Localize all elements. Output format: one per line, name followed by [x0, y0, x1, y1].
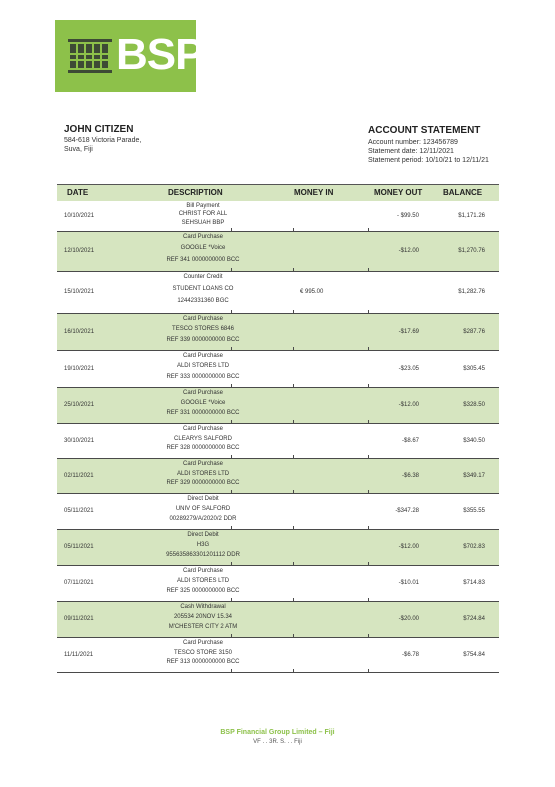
row-money-in: € 995.00: [300, 289, 324, 295]
column-tick: [231, 669, 232, 673]
table-row: [57, 459, 499, 494]
table-row: [57, 201, 499, 232]
row-date: 30/10/2021: [64, 437, 95, 444]
row-description-line: Card Purchase: [182, 568, 224, 574]
row-balance: $305.45: [463, 365, 485, 372]
table-row: [57, 388, 499, 424]
row-description-line: Card Purchase: [182, 234, 224, 240]
row-description-line: REF 325 0000000000 BCC: [166, 588, 240, 594]
table-row: [57, 314, 499, 351]
row-money-out: -$23.05: [398, 365, 419, 372]
table-row: [57, 566, 499, 602]
row-balance: $1,282.76: [458, 289, 485, 295]
row-money-out: -$20.00: [398, 616, 419, 622]
row-balance: $702.83: [463, 544, 485, 550]
row-date: 12/10/2021: [64, 248, 95, 254]
table-row: [57, 530, 499, 566]
customer-address-line1: 584-618 Victoria Parade,: [64, 137, 142, 144]
row-money-out: -$12.00: [398, 402, 419, 408]
bsp-logo: [55, 20, 204, 92]
row-money-out: -$6.38: [401, 472, 419, 479]
row-description-line: Card Purchase: [182, 316, 224, 322]
row-money-out: -$17.69: [398, 328, 419, 335]
row-balance: $714.83: [463, 580, 485, 586]
account-number: Account number: 123456789: [368, 139, 458, 146]
row-description-line: ALDI STORES LTD: [176, 363, 230, 370]
row-description-line: Bill Payment: [186, 203, 220, 209]
row-description-line: Card Purchase: [182, 461, 224, 467]
row-description-line: Cash Withdrawal: [180, 604, 226, 610]
row-description-line: Counter Credit: [183, 274, 223, 280]
row-description-line: Card Purchase: [182, 426, 224, 432]
row-description-line: REF 333 0000000000 BCC: [166, 373, 240, 380]
header-description: DESCRIPTION: [168, 188, 223, 197]
row-date: 16/10/2021: [64, 328, 95, 335]
customer-address-line2: Suva, Fiji: [64, 146, 93, 153]
row-description-line: Direct Debit: [187, 496, 219, 502]
customer-name: JOHN CITIZEN: [64, 124, 134, 135]
row-description-line: REF 331 0000000000 BCC: [166, 410, 240, 416]
bsp-emblem-icon: [66, 37, 114, 75]
row-description-line: TESCO STORE 3150: [174, 649, 232, 656]
statement-title: ACCOUNT STATEMENT: [368, 125, 481, 136]
row-date: 19/10/2021: [64, 365, 95, 372]
row-description-line: Card Purchase: [182, 390, 224, 396]
row-description-line: GOOGLE *Voice: [180, 400, 226, 406]
row-description-line: CLEARYS SALFORD: [174, 435, 232, 442]
row-description-line: REF 339 0000000000 BCC: [166, 336, 240, 343]
row-description-line: M'CHESTER CITY 2 ATM: [168, 624, 238, 630]
row-description-line: REF 328 0000000000 BCC: [166, 445, 240, 452]
row-money-out: -$8.67: [401, 437, 419, 444]
header-date: DATE: [67, 188, 89, 197]
row-description-line: REF 341 0000000000 BCC: [166, 256, 240, 263]
row-date: 02/11/2021: [64, 472, 94, 479]
row-date: 05/11/2021: [64, 544, 94, 550]
column-tick: [293, 669, 294, 673]
row-balance: $724.84: [463, 616, 485, 622]
row-description-line: Direct Debit: [187, 532, 219, 538]
row-description-line: Card Purchase: [182, 353, 224, 359]
row-description-line: GOOGLE *Voice: [180, 245, 226, 252]
row-date: 11/11/2021: [64, 651, 94, 658]
row-money-out: -$6.78: [401, 651, 419, 658]
row-balance: $1,270.76: [458, 248, 485, 254]
row-date: 09/11/2021: [64, 616, 94, 622]
row-description-line: 12442331360 BGC: [177, 298, 229, 304]
table-row: [57, 232, 499, 272]
row-money-out: -$12.00: [398, 248, 419, 254]
table-row: [57, 494, 499, 530]
row-description-line: Card Purchase: [182, 640, 224, 646]
row-money-out: -$10.01: [398, 580, 419, 586]
header-balance: BALANCE: [443, 188, 483, 197]
statement-date: Statement date: 12/11/2021: [368, 148, 454, 155]
row-balance: $355.55: [463, 508, 485, 514]
table-row: [57, 602, 499, 638]
row-date: 15/10/2021: [64, 289, 95, 295]
table-row: [57, 424, 499, 459]
row-money-out: -$347.28: [395, 508, 419, 514]
row-money-out: -$12.00: [398, 544, 419, 550]
row-date: 10/10/2021: [64, 212, 95, 219]
row-balance: $1,171.26: [458, 212, 485, 219]
column-tick: [368, 669, 369, 673]
row-balance: $340.50: [463, 437, 485, 444]
footer-bank-name: BSP Financial Group Limited – Fiji: [220, 729, 335, 736]
footer-subline: VF . . 3R. S. . . Fiji: [253, 739, 302, 745]
row-money-out: - $99.50: [396, 212, 419, 219]
row-description-line: REF 313 0000000000 BCC: [166, 659, 240, 666]
row-description-line: STUDENT LOANS CO: [172, 286, 234, 292]
row-description-line: H3G: [196, 542, 210, 548]
row-description-line: UNIV OF SALFORD: [175, 506, 231, 512]
row-description-line: ALDI STORES LTD: [176, 470, 230, 477]
row-description-line: REF 329 0000000000 BCC: [166, 480, 240, 487]
row-date: 07/11/2021: [64, 580, 94, 586]
row-description-line: SEHSUAH BBP: [181, 219, 225, 226]
table-header: [57, 184, 499, 201]
header-money-out: MONEY OUT: [374, 188, 423, 197]
row-date: 05/11/2021: [64, 508, 94, 514]
row-balance: $754.84: [463, 651, 485, 658]
row-description-line: 205534 20NOV 15.34: [173, 614, 233, 620]
table-row: [57, 351, 499, 388]
header-money-in: MONEY IN: [294, 188, 334, 197]
row-description-line: TESCO STORES 6846: [172, 326, 234, 333]
row-balance: $287.76: [463, 328, 485, 335]
logo-text: BSP: [116, 30, 204, 79]
table-row: [57, 638, 499, 673]
row-date: 25/10/2021: [64, 402, 95, 408]
table-row: [57, 272, 499, 314]
row-description-line: CHRIST FOR ALL: [178, 211, 228, 218]
row-description-line: ALDI STORES LTD: [176, 578, 230, 584]
row-balance: $328.50: [463, 402, 485, 408]
statement-period: Statement period: 10/10/21 to 12/11/21: [368, 157, 489, 164]
row-description-line: 00289279/A/2020/2 DDR: [169, 516, 237, 522]
row-balance: $349.17: [463, 472, 485, 479]
row-description-line: 955635863301201112 DDR: [166, 552, 240, 558]
